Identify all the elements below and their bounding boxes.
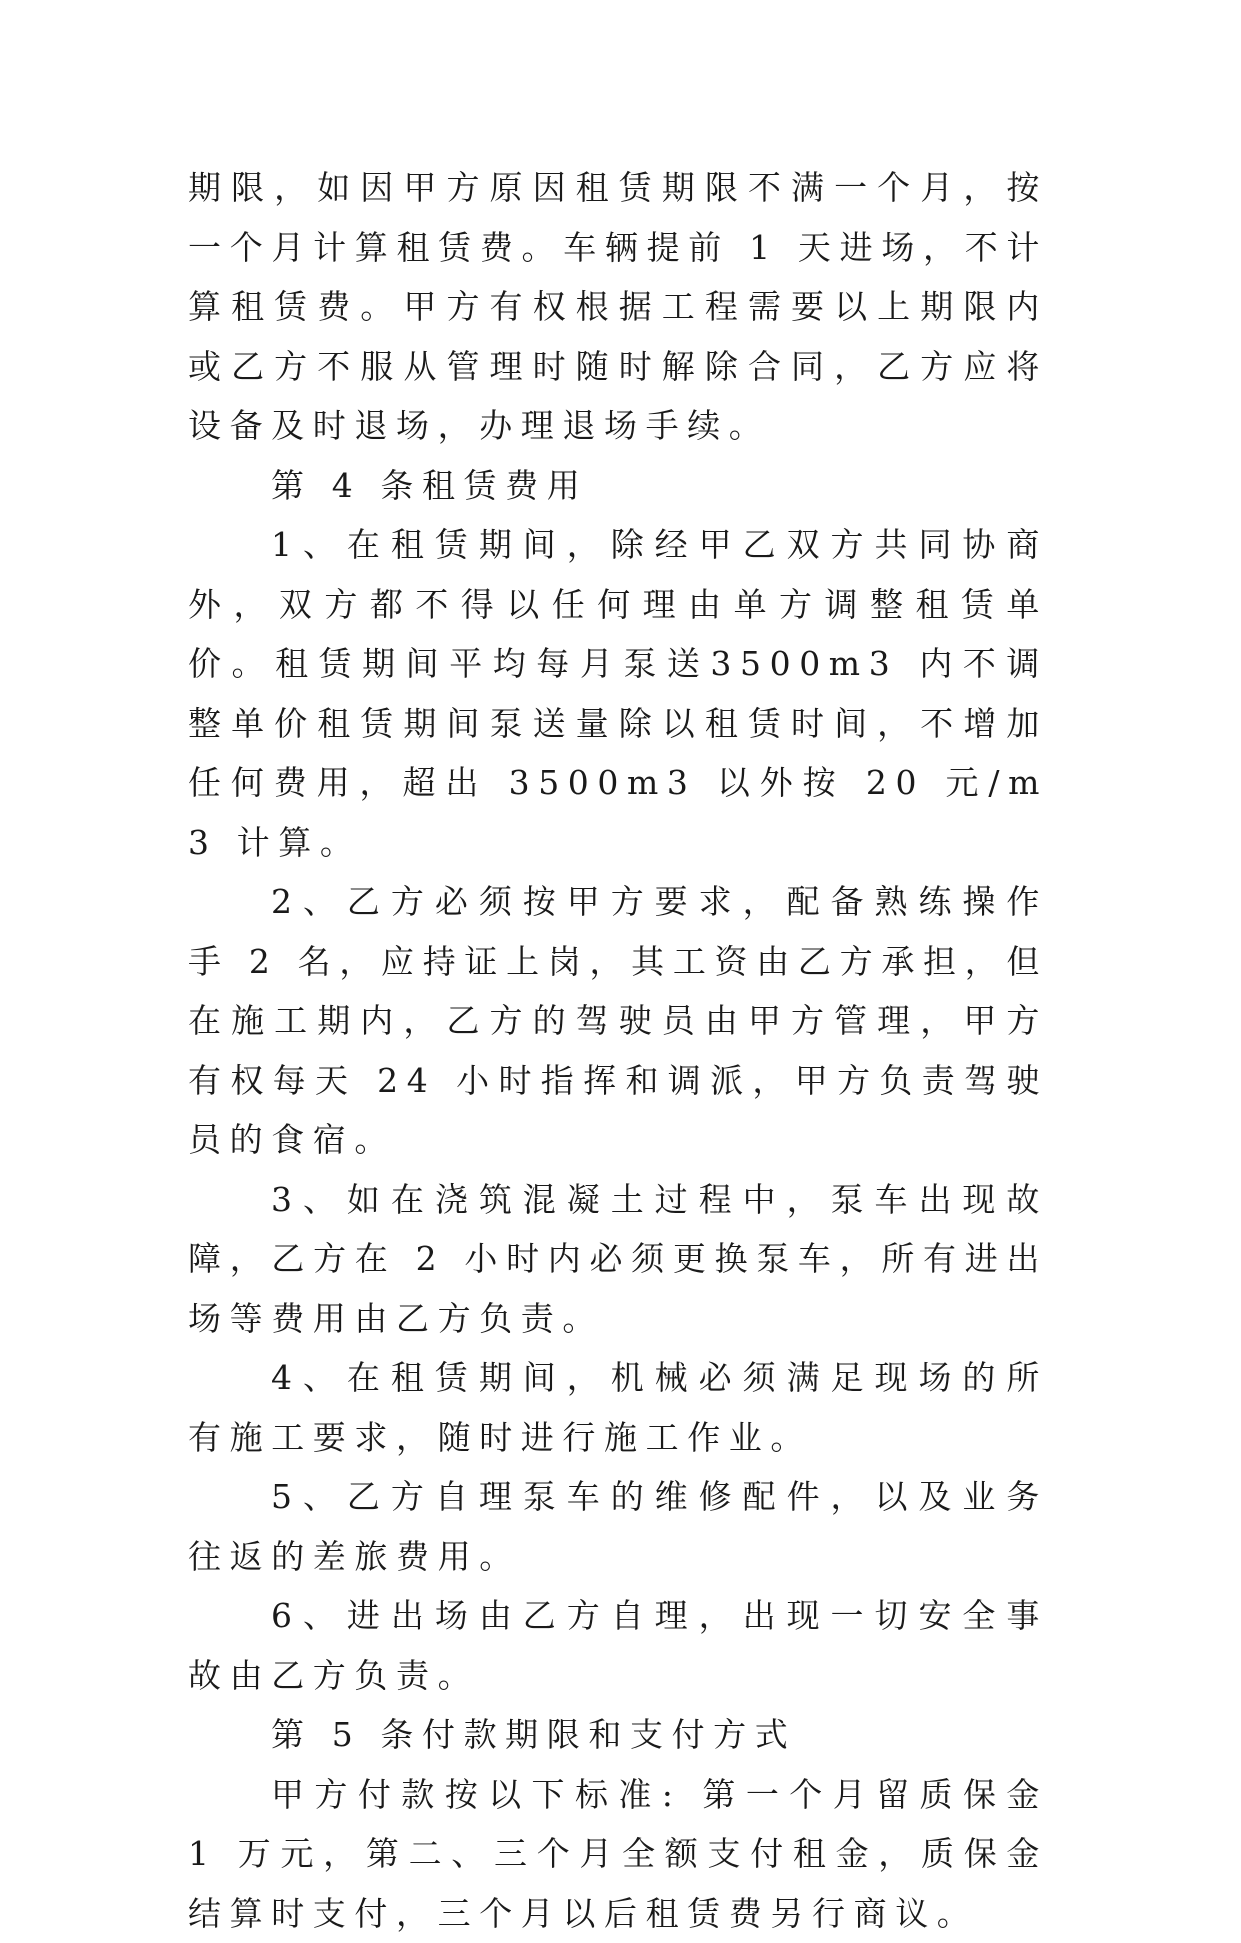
clause-4-3: 3、如在浇筑混凝土过程中，泵车出现故障，乙方在 2 小时内必须更换泵车，所有进出场等费用由乙方负责。 <box>188 1170 1048 1349</box>
paragraph-payment-terms: 甲方付款按以下标准: 第一个月留质保金 1 万元，第二、三个月全额支付租金，质保金结算时支付，三个月以后租赁费另行商议。 <box>188 1765 1048 1943</box>
clause-4-6: 6、进出场由乙方自理，出现一切安全事故由乙方负责。 <box>188 1586 1048 1705</box>
document-body <box>188 158 1048 1943</box>
clause-4-2: 2、乙方必须按甲方要求，配备熟练操作手 2 名，应持证上岗，其工资由乙方承担，但在施工期内，乙方的驾驶员由甲方管理，甲方有权每天 24 小时指挥和调派，甲方负责驾驶员的食宿。 <box>188 872 1048 1170</box>
section-heading-article-5: 第 5 条付款期限和支付方式 <box>188 1705 1048 1765</box>
clause-4-5: 5、乙方自理泵车的维修配件，以及业务往返的差旅费用。 <box>188 1467 1048 1586</box>
section-heading-article-4: 第 4 条租赁费用 <box>188 456 1048 516</box>
clause-4-1: 1、在租赁期间，除经甲乙双方共同协商外，双方都不得以任何理由单方调整租赁单价。租赁期间平均每月泵送3500m3 内不调整单价租赁期间泵送量除以租赁时间，不增加任何费用，超出 3500m3 以外按 20 元/m3 计算。 <box>188 515 1048 872</box>
clause-4-4: 4、在租赁期间，机械必须满足现场的所有施工要求，随时进行施工作业。 <box>188 1348 1048 1467</box>
paragraph-lease-term-continued: 期限，如因甲方原因租赁期限不满一个月，按一个月计算租赁费。车辆提前 1 天进场，不计算租赁费。甲方有权根据工程需要以上期限内或乙方不服从管理时随时解除合同，乙方应将设备及时退场，办理退场手续。 <box>188 158 1048 456</box>
